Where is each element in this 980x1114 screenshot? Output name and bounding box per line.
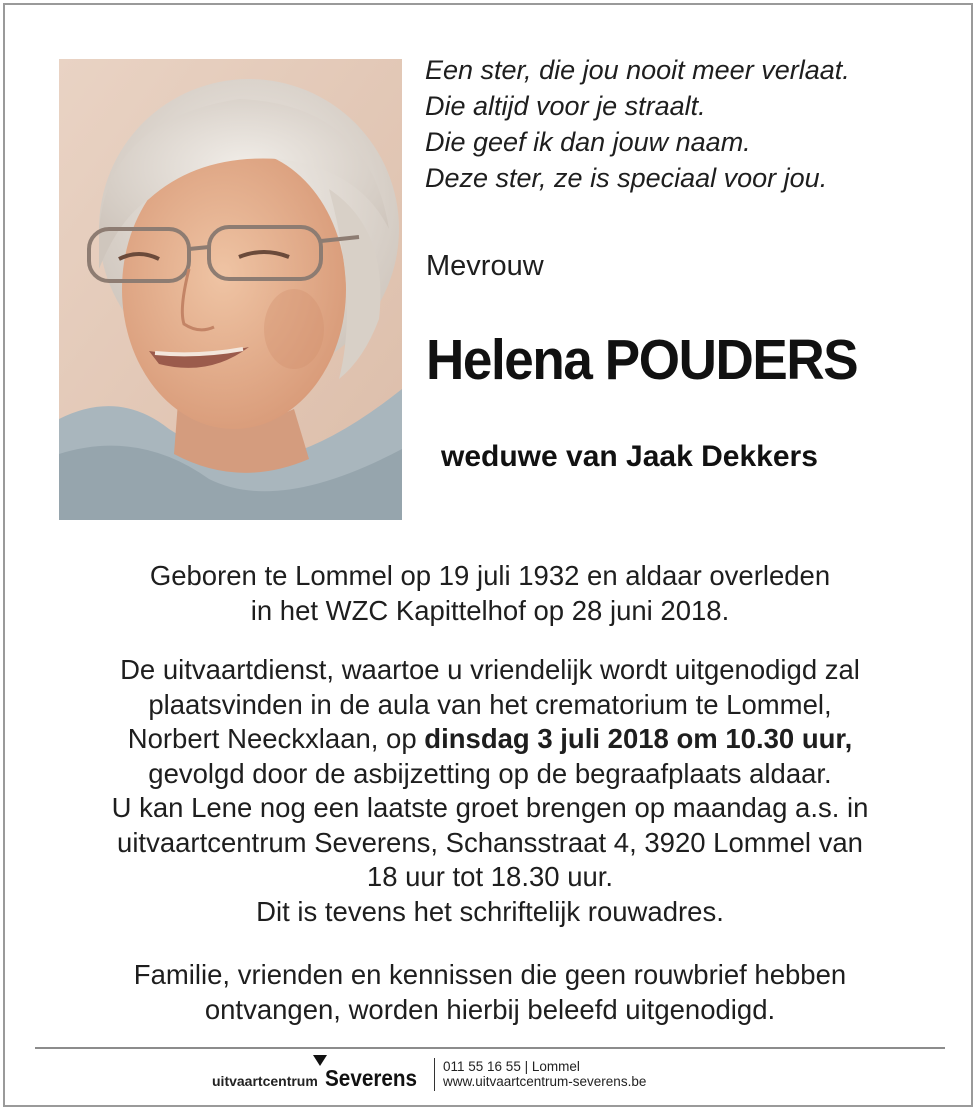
service-paragraph xyxy=(40,653,940,929)
service-location-text: Norbert Neeckxlaan, op xyxy=(127,723,425,754)
paragraph-line: De uitvaartdienst, waartoe u vriendelijk wordt uitgenodigd zal xyxy=(120,654,860,685)
invitation-paragraph xyxy=(40,958,940,1027)
portrait-photo xyxy=(59,59,402,520)
birth-death-paragraph xyxy=(40,559,940,628)
poem-line: Een ster, die jou nooit meer verlaat. xyxy=(425,55,850,85)
honorific: Mevrouw xyxy=(426,250,544,282)
paragraph-line: U kan Lene nog een laatste groet brengen op maandag a.s. in xyxy=(111,792,869,823)
poem-line: Deze ster, ze is speciaal voor jou. xyxy=(425,163,828,193)
footer-divider xyxy=(35,1047,945,1049)
footer-separator xyxy=(434,1058,435,1091)
paragraph-line: Familie, vrienden en kennissen die geen rouwbrief hebben xyxy=(133,959,847,990)
paragraph-line: uitvaartcentrum Severens, Schansstraat 4, 3920 Lommel van xyxy=(117,826,863,858)
memorial-poem xyxy=(425,52,955,196)
spouse-line: weduwe van Jaak Dekkers xyxy=(441,440,818,473)
service-datetime: dinsdag 3 juli 2018 om 10.30 uur, xyxy=(424,723,853,754)
paragraph-line: plaatsvinden in de aula van het crematorium te Lommel, xyxy=(148,688,832,720)
footer-contact xyxy=(443,1059,646,1089)
paragraph-line: 18 uur tot 18.30 uur. xyxy=(366,861,614,892)
footer-prefix: uitvaartcentrum xyxy=(212,1073,318,1089)
footer-brand-logo: Severens xyxy=(325,1065,418,1091)
footer-website: www.uitvaartcentrum-severens.be xyxy=(443,1074,647,1089)
paragraph-line: Dit is tevens het schriftelijk rouwadres. xyxy=(256,895,724,927)
funeral-home-footer xyxy=(0,1055,980,1095)
poem-line: Die geef ik dan jouw naam. xyxy=(425,127,751,157)
paragraph-line xyxy=(40,722,940,757)
footer-phone: 011 55 16 55 | Lommel xyxy=(443,1059,580,1074)
deceased-name: Helena POUDERS xyxy=(426,328,858,392)
paragraph-line: ontvangen, worden hierbij beleefd uitgenodigd. xyxy=(204,993,776,1025)
paragraph-line: Geboren te Lommel op 19 juli 1932 en aldaar overleden xyxy=(149,560,831,591)
paragraph-line: gevolgd door de asbijzetting op de begraafplaats aldaar. xyxy=(148,757,832,789)
paragraph-line: in het WZC Kapittelhof op 28 juni 2018. xyxy=(250,594,730,626)
poem-line: Die altijd voor je straalt. xyxy=(425,91,706,121)
